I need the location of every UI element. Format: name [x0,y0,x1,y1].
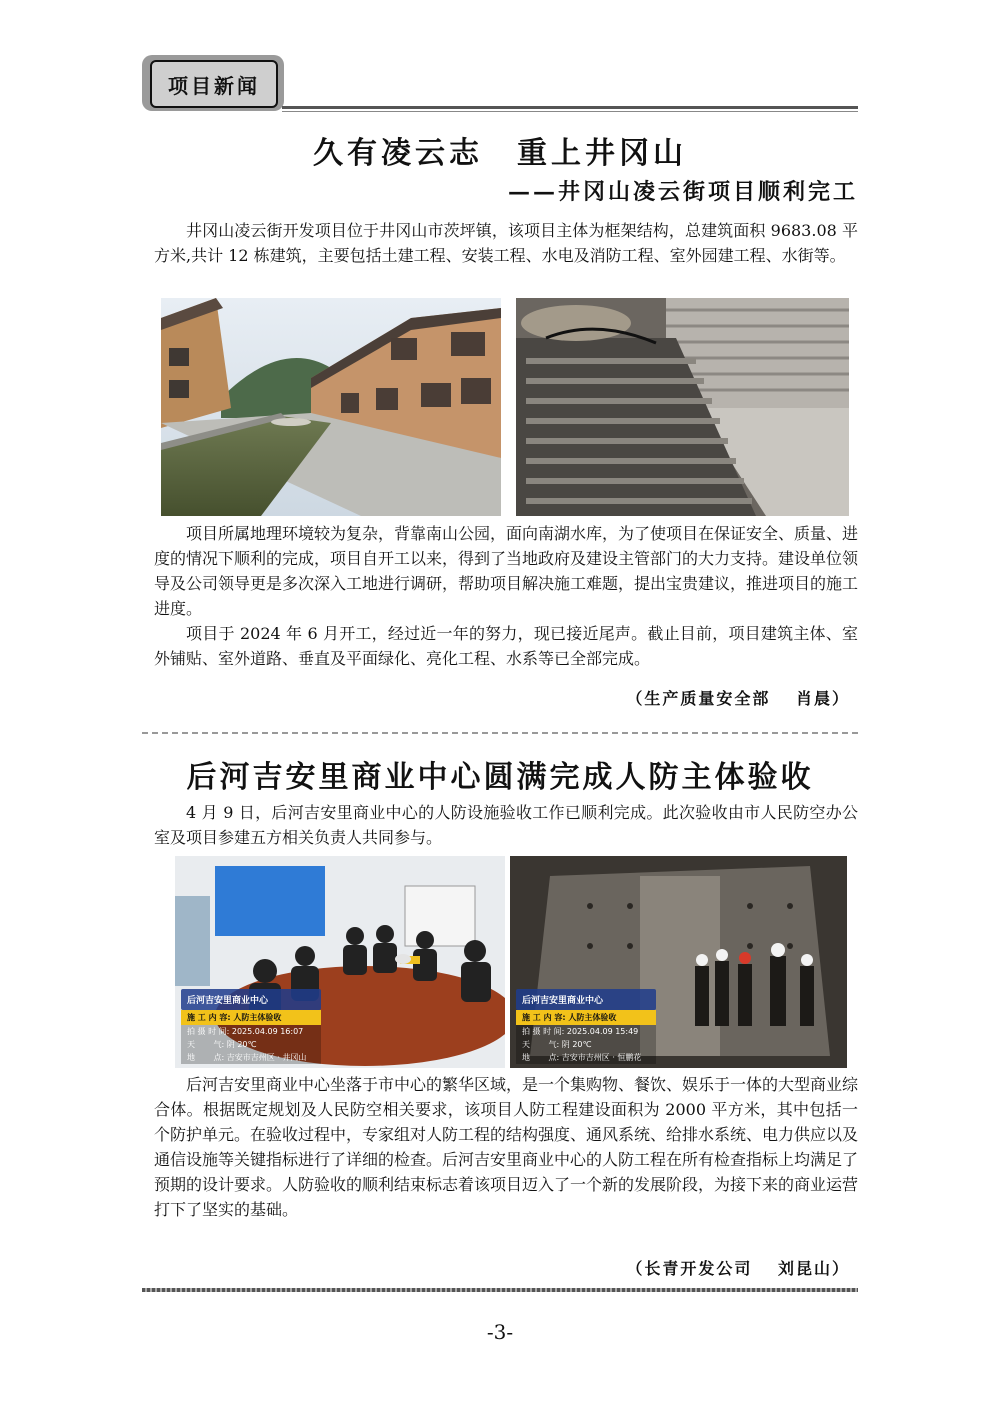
overlay-time: 拍 摄 时 间: 2025.04.09 16:07 [181,1025,321,1038]
article2-title: 后河吉安里商业中心圆满完成人防主体验收 [186,760,814,795]
article1-title: 久有凌云志 重上井冈山 [313,136,687,171]
overlay-place: 地 点: 吉安市吉州区 · 恒鹏花 [516,1051,656,1064]
overlay-project: 后河吉安里商业中心 [516,989,656,1010]
article1-subtitle: ——井冈山凌云街项目顺利完工 [507,179,858,205]
photo-underground-inspection [510,856,847,1068]
overlay-time: 拍 摄 时 间: 2025.04.09 15:49 [516,1025,656,1038]
article1-paragraph-2: 项目所属地理环境较为复杂，背靠南山公园，面向南湖水库，为了使项目在保证安全、质量、进度的情况下顺利的完成，项目自开工以来，得到了当地政府及建设主管部门的大力支持。建设单位领导及公司领导更是多次深入工地进行调研，帮助项目解决施工难题，提出宝贵建议，推进项目的施工进度。 [154,524,859,618]
overlay-weather: 天 气: 阴 20℃ [516,1038,656,1051]
photo-overlay-card-1 [181,989,321,1064]
header-rule [282,106,858,109]
article1-byline: （生产质量安全部 肖晨） [626,689,850,708]
article2-paragraph-2: 后河吉安里商业中心坐落于市中心的繁华区域，是一个集购物、餐饮、娱乐于一体的大型商业综合体。根据既定规划及人民防空相关要求，该项目人防工程建设面积为 2000 平方米，其中包括一个防护单元。在验收过程中，专家组对人防工程的结构强度、通风系统、给排水系统、电力供应以及通信设施等关键指标进行了详细的检查。后河吉安里商业中心的人防工程在所有检查指标上均满足了预期的设计要求。人防验收的顺利结束标志着该项目迈入了一个新的发展阶段，为接下来的商业运营打下了坚实的基础。 [154,1075,859,1219]
footer-rule [142,1288,858,1292]
photo-meeting-room [175,856,505,1068]
article1-paragraph-1: 井冈山凌云街开发项目位于井冈山市茨坪镇，该项目主体为框架结构，总建筑面积 9683.08 平方米,共计 12 栋建筑，主要包括土建工程、安装工程、水电及消防工程、室外园建工程、水街等。 [154,221,858,265]
overlay-project: 后河吉安里商业中心 [181,989,321,1010]
header-rule-thin [282,111,858,112]
overlay-content: 施 工 内 容: 人防主体验收 [516,1010,656,1025]
overlay-content: 施 工 内 容: 人防主体验收 [181,1010,321,1025]
overlay-place: 地 点: 吉安市吉州区 · 井冈山 [181,1051,321,1064]
page-number: -3- [486,1320,514,1344]
section-tag: 项目新闻 [150,60,278,108]
article2-byline: （长青开发公司 刘昆山） [626,1259,850,1278]
article2-paragraph-1: 4 月 9 日，后河吉安里商业中心的人防设施验收工作已顺利完成。此次验收由市人民防空办公室及项目参建五方相关负责人共同参与。 [154,803,858,847]
photo-overlay-card-2 [516,989,656,1064]
overlay-weather: 天 气: 阴 20℃ [181,1038,321,1051]
photo-water-stairs [516,298,849,516]
article1-paragraph-3: 项目于 2024 年 6 月开工，经过近一年的努力，现已接近尾声。截止目前，项目建筑主体、室外铺贴、室外道路、垂直及平面绿化、亮化工程、水系等已全部完成。 [154,624,858,668]
section-divider [142,732,858,734]
photo-lingyun-street [161,298,501,516]
